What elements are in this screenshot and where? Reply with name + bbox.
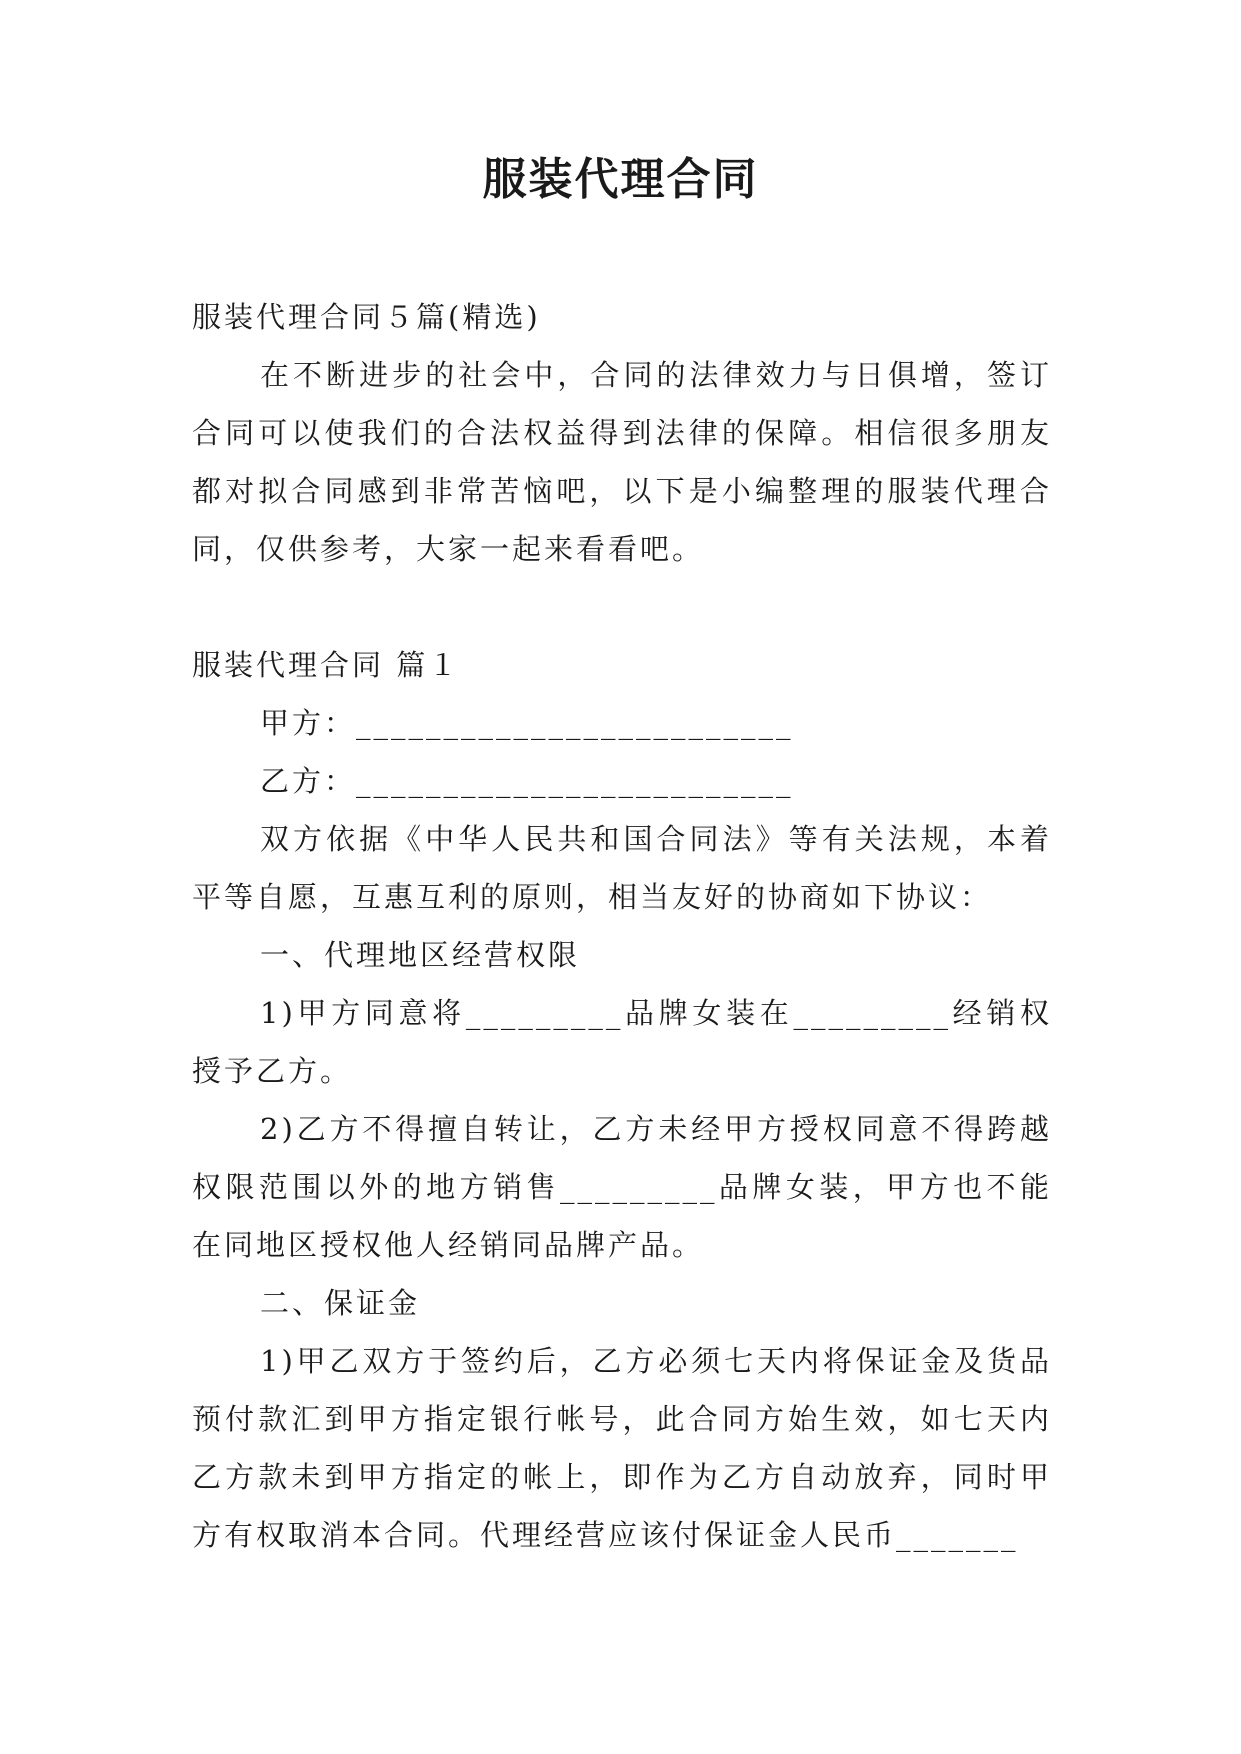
clause2-item1: 1)甲乙双方于签约后，乙方必须七天内将保证金及货品预付款汇到甲方指定银行帐号，此合同方始生效，如七天内乙方款未到甲方指定的帐上，即作为乙方自动放弃，同时甲方有权取消本合同。代理经营应该付保证金人民币_______: [192, 1344, 1052, 1552]
party-a-line: 甲方：_________________________: [260, 706, 794, 740]
document-title: 服装代理合同: [482, 154, 759, 205]
document-body: [192, 288, 1052, 1564]
basis-paragraph: 双方依据《中华人民共和国合同法》等有关法规，本着平等自愿，互惠互利的原则，相当友好的协商如下协议：: [192, 822, 1052, 914]
party-b-line: 乙方：_________________________: [260, 764, 794, 798]
clause1-item2: 2)乙方不得擅自转让，乙方未经甲方授权同意不得跨越权限范围以外的地方销售_________品牌女装，甲方也不能在同地区授权他人经销同品牌产品。: [192, 1112, 1052, 1262]
clause2-heading: 二、保证金: [260, 1286, 421, 1320]
section-heading: 服装代理合同 篇１: [192, 648, 461, 682]
clause1-heading: 一、代理地区经营权限: [260, 938, 581, 972]
intro-paragraph: 在不断进步的社会中，合同的法律效力与日俱增，签订合同可以使我们的合法权益得到法律的保障。相信很多朋友都对拟合同感到非常苦恼吧，以下是小编整理的服装代理合同，仅供参考，大家一起来看看吧。: [192, 358, 1052, 566]
document-subtitle: 服装代理合同５篇(精选): [192, 300, 541, 334]
clause1-item1: 1)甲方同意将_________品牌女装在_________经销权授予乙方。: [192, 996, 1052, 1088]
